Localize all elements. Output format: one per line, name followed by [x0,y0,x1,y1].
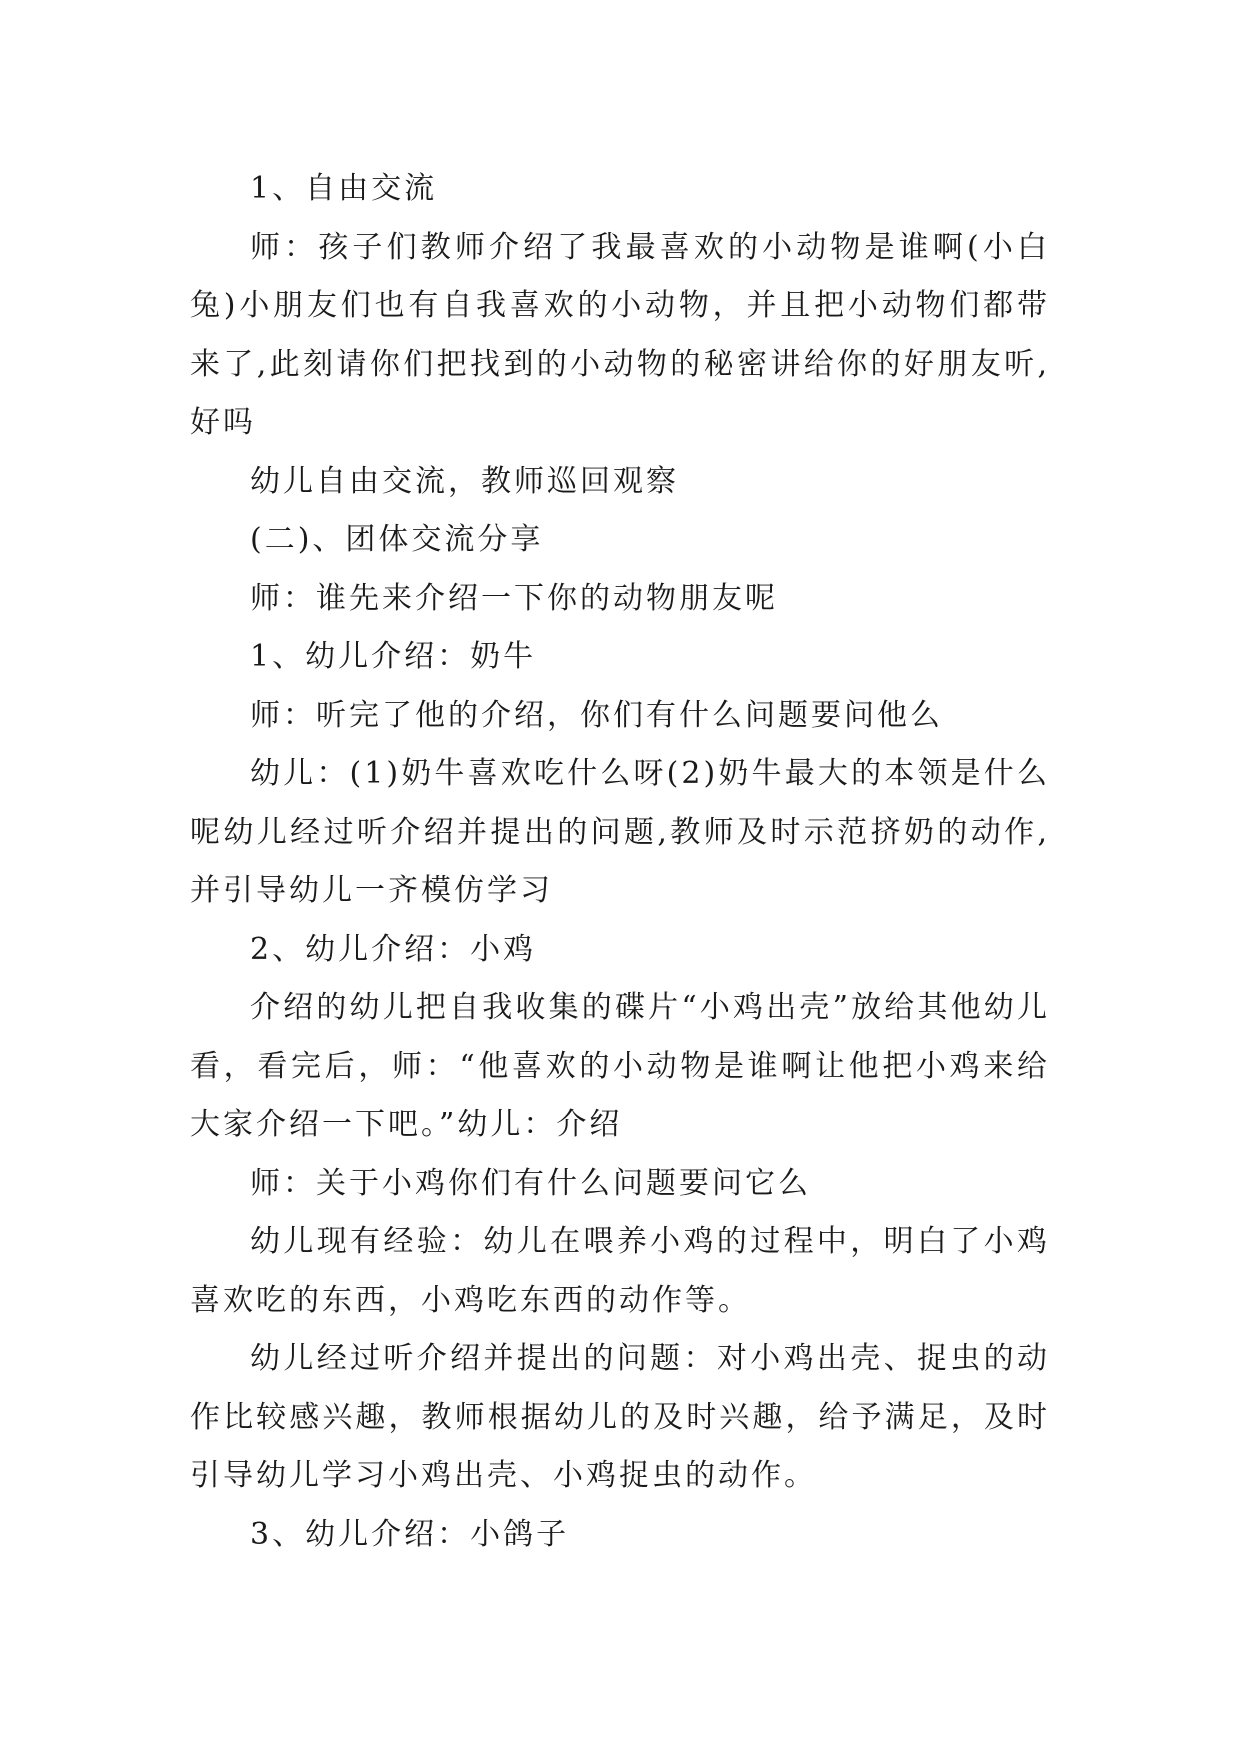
paragraph-chick-heading: 2、幼儿介绍：小鸡 [250,931,537,967]
document-body [190,160,1050,1564]
paragraph-free-exchange-heading: 1、自由交流 [250,171,438,206]
paragraph-group-sharing-heading: (二)、团体交流分享 [250,522,544,557]
paragraph-pigeon-heading: 3、幼儿介绍：小鸽子 [250,1516,570,1552]
paragraph-teacher-question: 师：谁先来介绍一下你的动物朋友呢 [250,580,778,616]
paragraph-children-cow-questions: 幼儿：(1)奶牛喜欢吃什么呀(2)奶牛最大的本领是什么呢幼儿经过听介绍并提出的问题,教师及时示范挤奶的动作,并引导幼儿一齐模仿学习 [190,756,1050,908]
paragraph-children-experience: 幼儿现有经验：幼儿在喂养小鸡的过程中，明白了小鸡喜欢吃的东西，小鸡吃东西的动作等。 [190,1224,1050,1318]
paragraph-chick-video: 介绍的幼儿把自我收集的碟片“小鸡出壳”放给其他幼儿看，看完后，师：“他喜欢的小动物是谁啊让他把小鸡来给大家介绍一下吧。”幼儿：介绍 [190,990,1050,1142]
paragraph-chick-actions: 幼儿经过听介绍并提出的问题：对小鸡出壳、捉虫的动作比较感兴趣，教师根据幼儿的及时兴趣，给予满足，及时引导幼儿学习小鸡出壳、小鸡捉虫的动作。 [190,1341,1050,1493]
paragraph-children-exchange: 幼儿自由交流，教师巡回观察 [250,463,679,499]
paragraph-teacher-ask-cow: 师：听完了他的介绍，你们有什么问题要问他么 [250,697,943,733]
paragraph-teacher-ask-chick: 师：关于小鸡你们有什么问题要问它么 [250,1165,811,1201]
paragraph-cow-heading: 1、幼儿介绍：奶牛 [250,639,537,674]
paragraph-teacher-intro: 师：孩子们教师介绍了我最喜欢的小动物是谁啊(小白兔)小朋友们也有自我喜欢的小动物，并且把小动物们都带来了,此刻请你们把找到的小动物的秘密讲给你的好朋友听,好吗 [190,229,1050,440]
